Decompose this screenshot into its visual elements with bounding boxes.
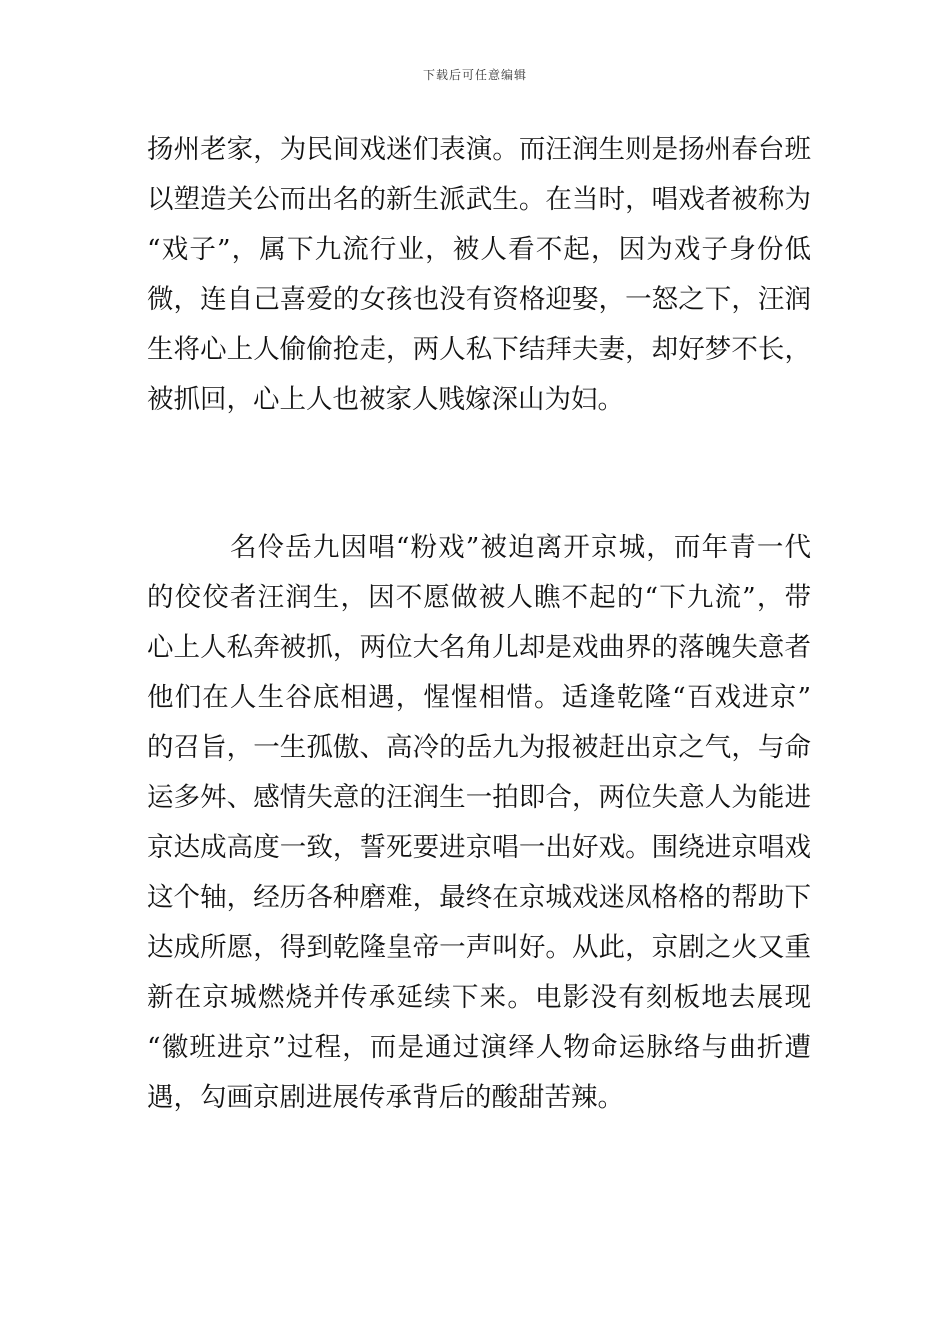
- text-line: 的召旨，一生孤傲、高冷的岳九为报被赶出京之气，与命: [147, 732, 811, 763]
- text-line: 运多舛、感情失意的汪润生一拍即合，两位失意人为能进: [147, 782, 811, 813]
- text-line: 他们在人生谷底相遇，惺惺相惜。适逢乾隆“百戏进京”: [147, 682, 811, 713]
- text-line: 新在京城燃烧并传承延续下来。电影没有刻板地去展现: [147, 982, 811, 1013]
- text-line: 的佼佼者汪润生，因不愿做被人瞧不起的“下九流”，带: [147, 582, 811, 613]
- text-line: 以塑造关公而出名的新生派武生。在当时，唱戏者被称为: [147, 184, 811, 215]
- text-line: “戏子”，属下九流行业，被人看不起，因为戏子身份低: [147, 234, 811, 265]
- text-line: 微，连自己喜爱的女孩也没有资格迎娶，一怒之下，汪润: [147, 284, 811, 315]
- text-line: 生将心上人偷偷抢走，两人私下结拜夫妻，却好梦不长，: [147, 334, 811, 365]
- page-header: 下载后可任意编辑: [422, 68, 527, 82]
- text-line: “徽班进京”过程，而是通过演绎人物命运脉络与曲折遭: [147, 1032, 811, 1063]
- text-line: 京达成高度一致，誓死要进京唱一出好戏。围绕进京唱戏: [147, 832, 811, 863]
- text-line: 扬州老家，为民间戏迷们表演。而汪润生则是扬州春台班: [147, 134, 811, 165]
- text-line: 达成所愿，得到乾隆皇帝一声叫好。从此，京剧之火又重: [147, 932, 811, 963]
- text-line: 心上人私奔被抓，两位大名角儿却是戏曲界的落魄失意者: [147, 632, 811, 663]
- text-line-first: 名伶岳九因唱“粉戏”被迫离开京城，而年青一代: [230, 532, 811, 563]
- text-line: 被抓回，心上人也被家人贱嫁深山为妇。: [147, 384, 624, 415]
- text-line: 这个轴，经历各种磨难，最终在京城戏迷凤格格的帮助下: [147, 882, 811, 913]
- text-line: 遇，勾画京剧进展传承背后的酸甜苦辣。: [147, 1082, 624, 1113]
